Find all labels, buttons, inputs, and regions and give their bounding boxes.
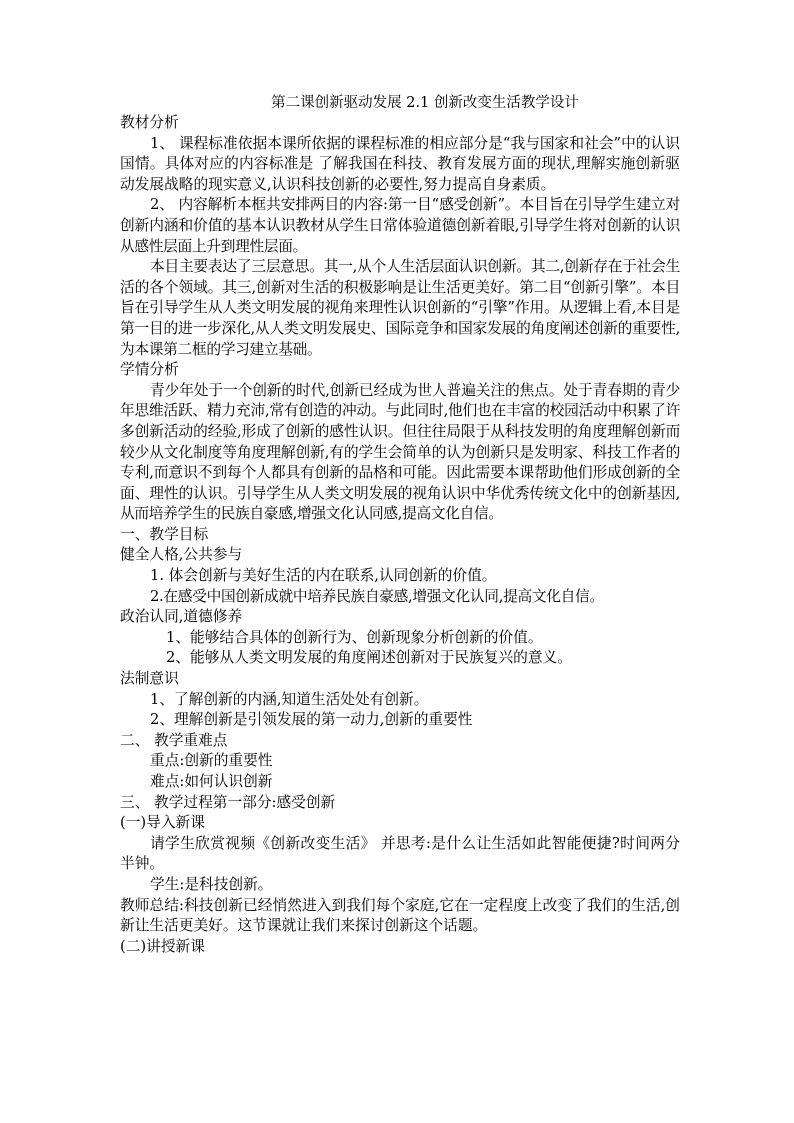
- goal-item: 1、了解创新的内涵,知道生活处处有创新。: [150, 690, 429, 708]
- section-heading-student: 学情分析: [120, 361, 179, 379]
- goal-group-heading-personality: 健全人格,公共参与: [120, 546, 243, 564]
- document-page: [120, 93, 680, 957]
- goal-item: 2、理解创新是引领发展的第一动力,创新的重要性: [150, 711, 473, 729]
- document-title: 第二课创新驱动发展 2.1 创新改变生活教学设计: [271, 95, 579, 111]
- section-heading-process: 三、 教学过程第一部分:感受创新: [120, 793, 336, 811]
- student-answer: 学生:是科技创新。: [150, 875, 273, 893]
- process-step-heading-lecture: (二)讲授新课: [120, 937, 205, 955]
- section-heading-key-points: 二、 教学重难点: [120, 731, 228, 749]
- goal-item: 1、能够结合具体的创新行为、创新现象分析创新的价值。: [166, 628, 543, 646]
- goal-group-heading-law: 法制意识: [120, 670, 179, 688]
- paragraph-intro-video: 请学生欣赏视频《创新改变生活》 并思考:是什么让生活如此智能便捷?时间两分半钟。: [120, 834, 680, 873]
- key-point-item: 重点:创新的重要性: [150, 752, 273, 770]
- goal-item: 1. 体会创新与美好生活的内在联系,认同创新的价值。: [150, 567, 497, 585]
- goal-group-heading-political: 政治认同,道德修养: [120, 608, 243, 626]
- section-heading-material: 教材分析: [120, 114, 179, 131]
- goal-item: 2.在感受中国创新成就中培养民族自豪感,增强文化认同,提高文化自信。: [150, 587, 604, 605]
- paragraph-three-meanings: 本目主要表达了三层意思。其一,从个人生活层面认识创新。其二,创新存在于社会生活的各个领域。其三,创新对生活的积极影响是让生活更美好。第二目“创新引擎”。本目旨在引导学生从人类文明发展的视角来理性认识创新的“引擎”作用。从逻辑上看,本目是第一目的进一步深化,从人类文明发展史、国际竞争和国家发展的角度阐述创新的重要性,为本课第二框的学习建立基础。: [120, 258, 680, 358]
- paragraph-standard: 1、 课程标准依据本课所依据的课程标准的相应部分是“我与国家和社会”中的认识国情。具体对应的内容标准是 了解我国在科技、教育发展方面的现状,理解实施创新驱动发展战略的现实意义,认识科技创新的必要性,努力提高自身素质。: [120, 134, 680, 193]
- paragraph-teacher-summary: 教师总结:科技创新已经悄然进入到我们每个家庭,它在一定程度上改变了我们的生活,创新让生活更美好。这节课就让我们来探讨创新这个话题。: [120, 896, 680, 935]
- process-step-heading-intro: (一)导入新课: [120, 814, 205, 832]
- paragraph-student-analysis: 青少年处于一个创新的时代,创新已经成为世人普遍关注的焦点。处于青春期的青少年思维活跃、精力充沛,常有创造的冲动。与此同时,他们也在丰富的校园活动中积累了许多创新活动的经验,形成了创新的感性认识。但往往局限于从科技发明的角度理解创新而较少从文化制度等角度理解创新,有的学生会简单的认为创新只是发明家、科技工作者的专利,而意识不到每个人都具有创新的品格和可能。因此需要本课帮助他们形成创新的全面、理性的认识。引导学生从人类文明发展的视角认识中华优秀传统文化中的创新基因,从而培养学生的民族自豪感,增强文化认同感,提高文化自信。: [120, 381, 680, 523]
- paragraph-content-analysis: 2、 内容解析本框共安排两目的内容:第一目“感受创新”。本目旨在引导学生建立对创新内涵和价值的基本认识教材从学生日常体验道德创新着眼,引导学生将对创新的认识从感性层面上升到理性层面。: [120, 196, 680, 255]
- goal-item: 2、能够从人类文明发展的角度阐述创新对于民族复兴的意义。: [166, 649, 572, 667]
- section-heading-goals: 一、教学目标: [120, 525, 209, 543]
- difficult-point-item: 难点:如何认识创新: [150, 773, 273, 790]
